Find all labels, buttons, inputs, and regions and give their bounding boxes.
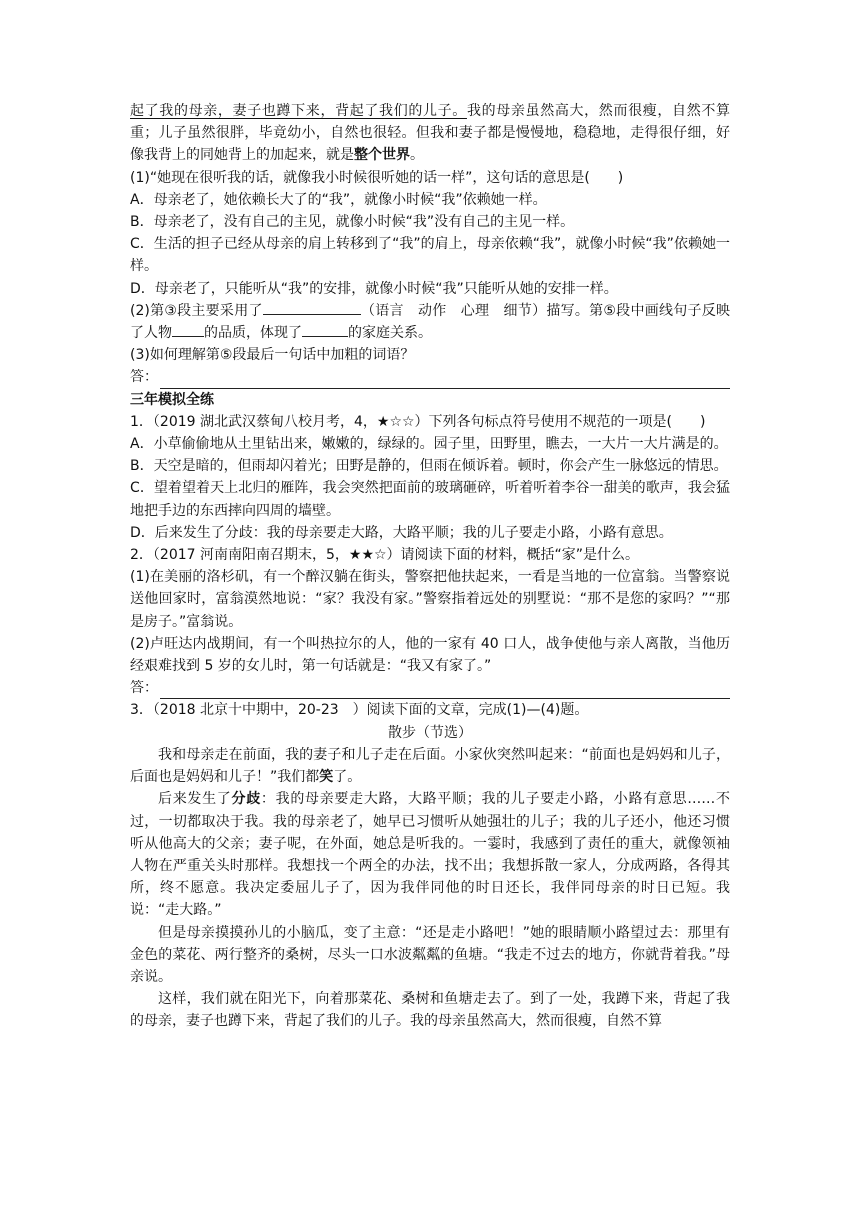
question-1-stem: (1)“她现在很听我的话，就像我小时候很听她的话一样”，这句话的意思是( ) [130, 169, 624, 186]
exercise-1-option-c: C．望着望着天上北归的雁阵，我会突然把面前的玻璃砸碎，听着听着李谷一甜美的歌声，我会猛地把手边的东西摔向四周的墙壁。 [130, 480, 730, 519]
answer-label: 答： [130, 680, 158, 697]
exercise-1-option-b: B．天空是暗的，但雨却闪着光；田野是静的，但雨在倾诉着。顿时，你会产生一脉悠远的情思。 [130, 458, 728, 475]
exercise-1-option-d: D．后来发生了分歧：我的母亲要走大路，大路平顺；我的儿子要走小路，小路有意思。 [130, 524, 673, 541]
answer-line[interactable] [130, 366, 730, 388]
exercise-2-stem: 2．（2017 河南南阳南召期末，5，★★☆）请阅读下面的材料，概括“家”是什么。 [130, 547, 640, 564]
answer-blank[interactable] [172, 322, 204, 337]
exercise-2-material-2: (2)卢旺达内战期间，有一个叫热拉尔的人，他的一家有 40 口人，战争使他与亲人离散，当他历经艰难找到 5 岁的女儿时，第一句话就是：“我又有家了。” [130, 635, 730, 675]
article-paragraph: 我和母亲走在前面，我的妻子和儿子走在后面。小家伙突然叫起来：“前面也是妈妈和儿子，后面也是妈妈和儿子！”我们都笑了。 [130, 746, 730, 786]
passage-continuation: 起了我的母亲，妻子也蹲下来，背起了我们的儿子。我的母亲虽然高大，然而很瘦，自然不算重；儿子虽然很胖，毕竟幼小，自然也很轻。但我和妻子都是慢慢地，稳稳地，走得很仔细，好像我背上的同她背上的加起来，就是整个世界。 [130, 103, 731, 164]
question-1-option-d: D．母亲老了，只能听从“我”的安排，就像小时候“我”只能听从她的安排一样。 [130, 280, 618, 297]
answer-line[interactable] [130, 677, 730, 699]
bold-phrase: 整个世界 [354, 147, 410, 164]
answer-blank[interactable] [263, 300, 361, 315]
exercise-3-stem: 3．（2018 北京十中期中，20-23 ）阅读下面的文章，完成(1)—(4)题。 [130, 702, 589, 719]
section-title: 三年模拟全练 [130, 391, 214, 408]
exercise-1-option-a: A．小草偷偷地从土里钻出来，嫩嫩的，绿绿的。园子里，田野里，瞧去，一大片一大片满是的。 [130, 436, 728, 453]
question-1-option-b: B．母亲老了，没有自己的主见，就像小时候“我”没有自己的主见一样。 [130, 214, 575, 231]
answer-blank[interactable] [302, 322, 348, 337]
article-paragraph: 这样，我们就在阳光下，向着那菜花、桑树和鱼塘走去了。到了一处，我蹲下来，背起了我的母亲，妻子也蹲下来，背起了我们的儿子。我的母亲虽然高大，然而很瘦，自然不算 [130, 991, 730, 1030]
question-2: (2)第③段主要采用了 （语言 动作 心理 细节）描写。第⑤段中画线句子反映了人物 的品质，体现了 的家庭关系。 [130, 300, 730, 344]
underlined-sentence: 起了我的母亲，妻子也蹲下来，背起了我们的儿子。 [130, 103, 467, 119]
exercise-2-material-1: (1)在美丽的洛杉矶，有一个醉汉躺在街头，警察把他扶起来，一看是当地的一位富翁。当警察说送他回家时，富翁漠然地说：“家？我没有家。”警察指着远处的别墅说：“那不是您的家吗？”“那是房子。”富翁说。 [130, 569, 730, 630]
answer-rule[interactable] [160, 374, 730, 389]
answer-label: 答： [130, 369, 158, 386]
answer-rule[interactable] [160, 684, 730, 699]
question-1-option-a: A．母亲老了，她依赖长大了的“我”，就像小时候“我”依赖她一样。 [130, 191, 547, 208]
document-page [130, 100, 730, 1033]
article-paragraph: 但是母亲摸摸孙儿的小脑瓜，变了主意：“还是走小路吧！”她的眼睛顺小路望过去：那里有金色的菜花、两行整齐的桑树，尽头一口水波粼粼的鱼塘。“我走不过去的地方，你就背着我。”母亲说。 [130, 924, 730, 985]
article-paragraph: 后来发生了分歧：我的母亲要走大路，大路平顺；我的儿子要走小路，小路有意思……不过，一切都取决于我。我的母亲老了，她早已习惯听从她强壮的儿子；我的儿子还小，他还习惯听从他高大的父亲；妻子呢，在外面，她总是听我的。一霎时，我感到了责任的重大，就像领袖人物在严重关头时那样。我想找一个两全的办法，找不出；我想拆散一家人，分成两路，各得其所，终不愿意。我决定委屈儿子了，因为我伴同他的时日还长，我伴同母亲的时日已短。我说：“走大路。” [130, 791, 731, 919]
article-title: 散步（节选） [388, 724, 472, 741]
question-3-stem: (3)如何理解第⑤段最后一句话中加粗的词语？ [130, 347, 415, 364]
question-1-option-c: C．生活的担子已经从母亲的肩上转移到了“我”的肩上，母亲依赖“我”，就像小时候“我”依赖她一样。 [130, 236, 730, 275]
exercise-1-stem: 1．（2019 湖北武汉蔡甸八校月考，4，★☆☆）下列各句标点符号使用不规范的一项是( ) [130, 413, 706, 430]
